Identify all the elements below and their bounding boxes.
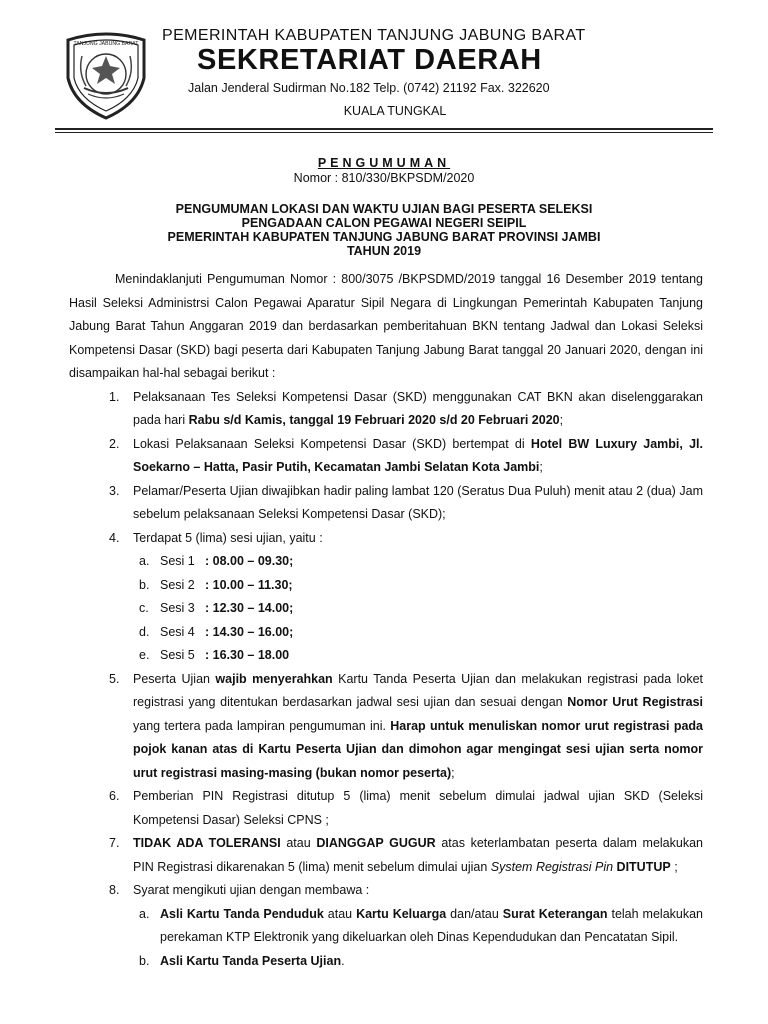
item-text: Kartu Tanda Peserta Ujian dan melakukan registrasi pada loket registrasi yang ditentukan berdasarkan jadwal sesi ujian dan sesuai dengan (133, 671, 703, 709)
item-italic-text: System Registrasi Pin (490, 859, 614, 874)
session-letter: c. (139, 601, 149, 615)
list-item (69, 433, 703, 480)
office-name: SEKRETARIAT DAERAH (197, 44, 542, 76)
session-time: : 16.30 – 18.00 (205, 648, 290, 662)
item-text: Terdapat 5 (lima) sesi ujian, yaitu : (133, 530, 323, 545)
session-time: : 12.30 – 14.00; (205, 601, 294, 615)
session-letter: d. (139, 624, 150, 639)
item-number: 5. (109, 671, 120, 686)
list-item (69, 386, 703, 433)
item-text: Pelaksanaan Tes Seleksi Kompetensi Dasar (SKD) menggunakan CAT BKN akan diselenggarakan pada hari (133, 389, 703, 427)
item-bold-text: wajib menyerahkan (215, 671, 333, 686)
letterhead-rule-thin (55, 132, 713, 133)
item-bold-text: Nomor Urut Registrasi (567, 695, 703, 709)
item-text: Peserta Ujian (133, 671, 216, 686)
requirement-letter: b. (139, 953, 150, 968)
item-text: telah melakukan perekaman KTP Elektronik yang dikeluarkan oleh Dinas Kependudukan dan Pencatatan Sipil. (160, 906, 703, 944)
item-text: yang tertera pada lampiran pengumuman ini. (133, 718, 391, 733)
requirement-letter: a. (139, 906, 150, 921)
item-text: dan/atau (446, 906, 503, 921)
session-row (69, 644, 703, 668)
session-row (69, 597, 703, 621)
item-number: 3. (109, 483, 120, 498)
announcement-heading: PENGUMUMAN (317, 156, 451, 170)
list-item (69, 785, 703, 832)
item-number: 6. (109, 789, 120, 803)
item-text: atau (323, 906, 357, 921)
list-item (69, 527, 703, 551)
item-bold-text: Asli Kartu Tanda Penduduk (160, 906, 324, 921)
item-text: atau (280, 836, 317, 850)
item-number: 2. (109, 436, 120, 451)
item-text: ; (539, 460, 543, 474)
item-number: 8. (109, 883, 120, 897)
office-address: Jalan Jenderal Sudirman No.182 Telp. (0742) 21192 Fax. 322620 (188, 81, 550, 95)
item-number: 1. (109, 389, 120, 404)
item-number: 7. (109, 836, 120, 850)
title-line: PEMERINTAH KABUPATEN TANJUNG JABUNG BARAT PROVINSI JAMBI (167, 230, 601, 244)
item-text: ; (670, 859, 678, 874)
item-text: ; (451, 765, 455, 780)
list-item (69, 832, 703, 879)
session-name: Sesi 5 (160, 648, 195, 662)
session-time: : 14.30 – 16.00; (205, 624, 294, 639)
session-row (69, 550, 703, 574)
session-row (69, 574, 703, 598)
item-bold-text: Surat Keterangan (502, 906, 608, 921)
intro-paragraph: Menindaklanjuti Pengumuman Nomor : 800/3075 /BKPSDMD/2019 tanggal 16 Desember 2019 tentang Hasil Seleksi Administrsi Calon Pegawai Aparatur Sipil Negara di Lingkungan Pemerintah Kabupaten Tanjung Jabung Barat Tahun Anggaran 2019 dan berdasarkan pemberitahuan BKN tentang Jadwal dan Lokasi Seleksi Kompetensi Dasar (SKD) bagi peserta dari Kabupaten Tanjung Jabung Barat tanggal 20 Januari 2020, dengan ini disampaikan hal-hal sebagai berikut : (69, 272, 703, 380)
item-text: Pemberian PIN Registrasi ditutup 5 (lima) menit sebelum dimulai jadwal ujian SKD (Seleksi Kompetensi Dasar) Seleksi CPNS ; (133, 789, 703, 827)
announcement-title (0, 202, 768, 258)
item-bold-text: Hotel BW Luxury Jambi, Jl. Soekarno – Hatta, Pasir Putih, Kecamatan Jambi Selatan Kota Jambi (133, 436, 703, 474)
title-line: TAHUN 2019 (346, 244, 422, 258)
item-bold-text: Asli Kartu Tanda Peserta Ujian (160, 953, 342, 968)
item-bold-text: DIANGGAP GUGUR (316, 836, 436, 850)
list-item (69, 480, 703, 527)
svg-text:TANJUNG JABUNG BARAT: TANJUNG JABUNG BARAT (73, 41, 139, 47)
item-bold-text: Harap untuk menuliskan nomor urut registrasi pada pojok kanan atas di Kartu Peserta Ujian dan dimohon agar mengingat sesi ujian serta nomor urut registrasi masing-masing (bukan nomor peserta) (133, 718, 703, 780)
session-row (69, 621, 703, 645)
session-name: Sesi 2 (160, 577, 195, 592)
government-name: PEMERINTAH KABUPATEN TANJUNG JABUNG BARAT (162, 27, 586, 44)
session-letter: a. (139, 554, 150, 568)
title-line: PENGADAAN CALON PEGAWAI NEGERI SEIPIL (241, 216, 527, 230)
session-name: Sesi 1 (160, 554, 195, 568)
item-number: 4. (109, 530, 120, 545)
item-text: ; (559, 413, 564, 427)
letterhead-rule-thick (55, 128, 713, 130)
session-letter: b. (139, 577, 150, 592)
session-letter: e. (139, 648, 150, 662)
item-text: Syarat mengikuti ujian dengan membawa : (133, 883, 370, 897)
announcement-body (69, 268, 703, 973)
requirement-item (69, 950, 703, 974)
list-item (69, 668, 703, 786)
announcement-number: Nomor : 810/330/BKPSDM/2020 (293, 171, 475, 185)
item-bold-text: TIDAK ADA TOLERANSI (133, 836, 281, 850)
requirement-item (69, 903, 703, 950)
session-name: Sesi 4 (160, 624, 195, 639)
item-text: Lokasi Pelaksanaan Seleksi Kompetensi Dasar (SKD) bertempat di (133, 436, 531, 451)
item-text: Pelamar/Peserta Ujian diwajibkan hadir paling lambat 120 (Seratus Dua Puluh) menit atau 2 (dua) Jam sebelum pelaksanaan Seleksi Kompetensi Dasar (SKD); (133, 483, 703, 521)
title-line: PENGUMUMAN LOKASI DAN WAKTU UJIAN BAGI PESERTA SELEKSI (175, 202, 593, 216)
item-bold-text: DITUTUP (616, 859, 671, 874)
session-name: Sesi 3 (160, 601, 195, 615)
item-bold-text: Kartu Keluarga (356, 906, 447, 921)
office-city: KUALA TUNGKAL (343, 104, 447, 118)
session-time: : 08.00 – 09.30; (205, 554, 294, 568)
item-text: . (341, 953, 345, 968)
list-item (69, 879, 703, 903)
session-time: : 10.00 – 11.30; (205, 577, 293, 592)
item-bold-text: Rabu s/d Kamis, tanggal 19 Februari 2020 s/d 20 Februari 2020 (188, 413, 560, 427)
item-text: atas keterlambatan peserta dalam melakukan PIN Registrasi dikarenakan 5 (lima) menit sebelum dimulai ujian (133, 836, 703, 874)
